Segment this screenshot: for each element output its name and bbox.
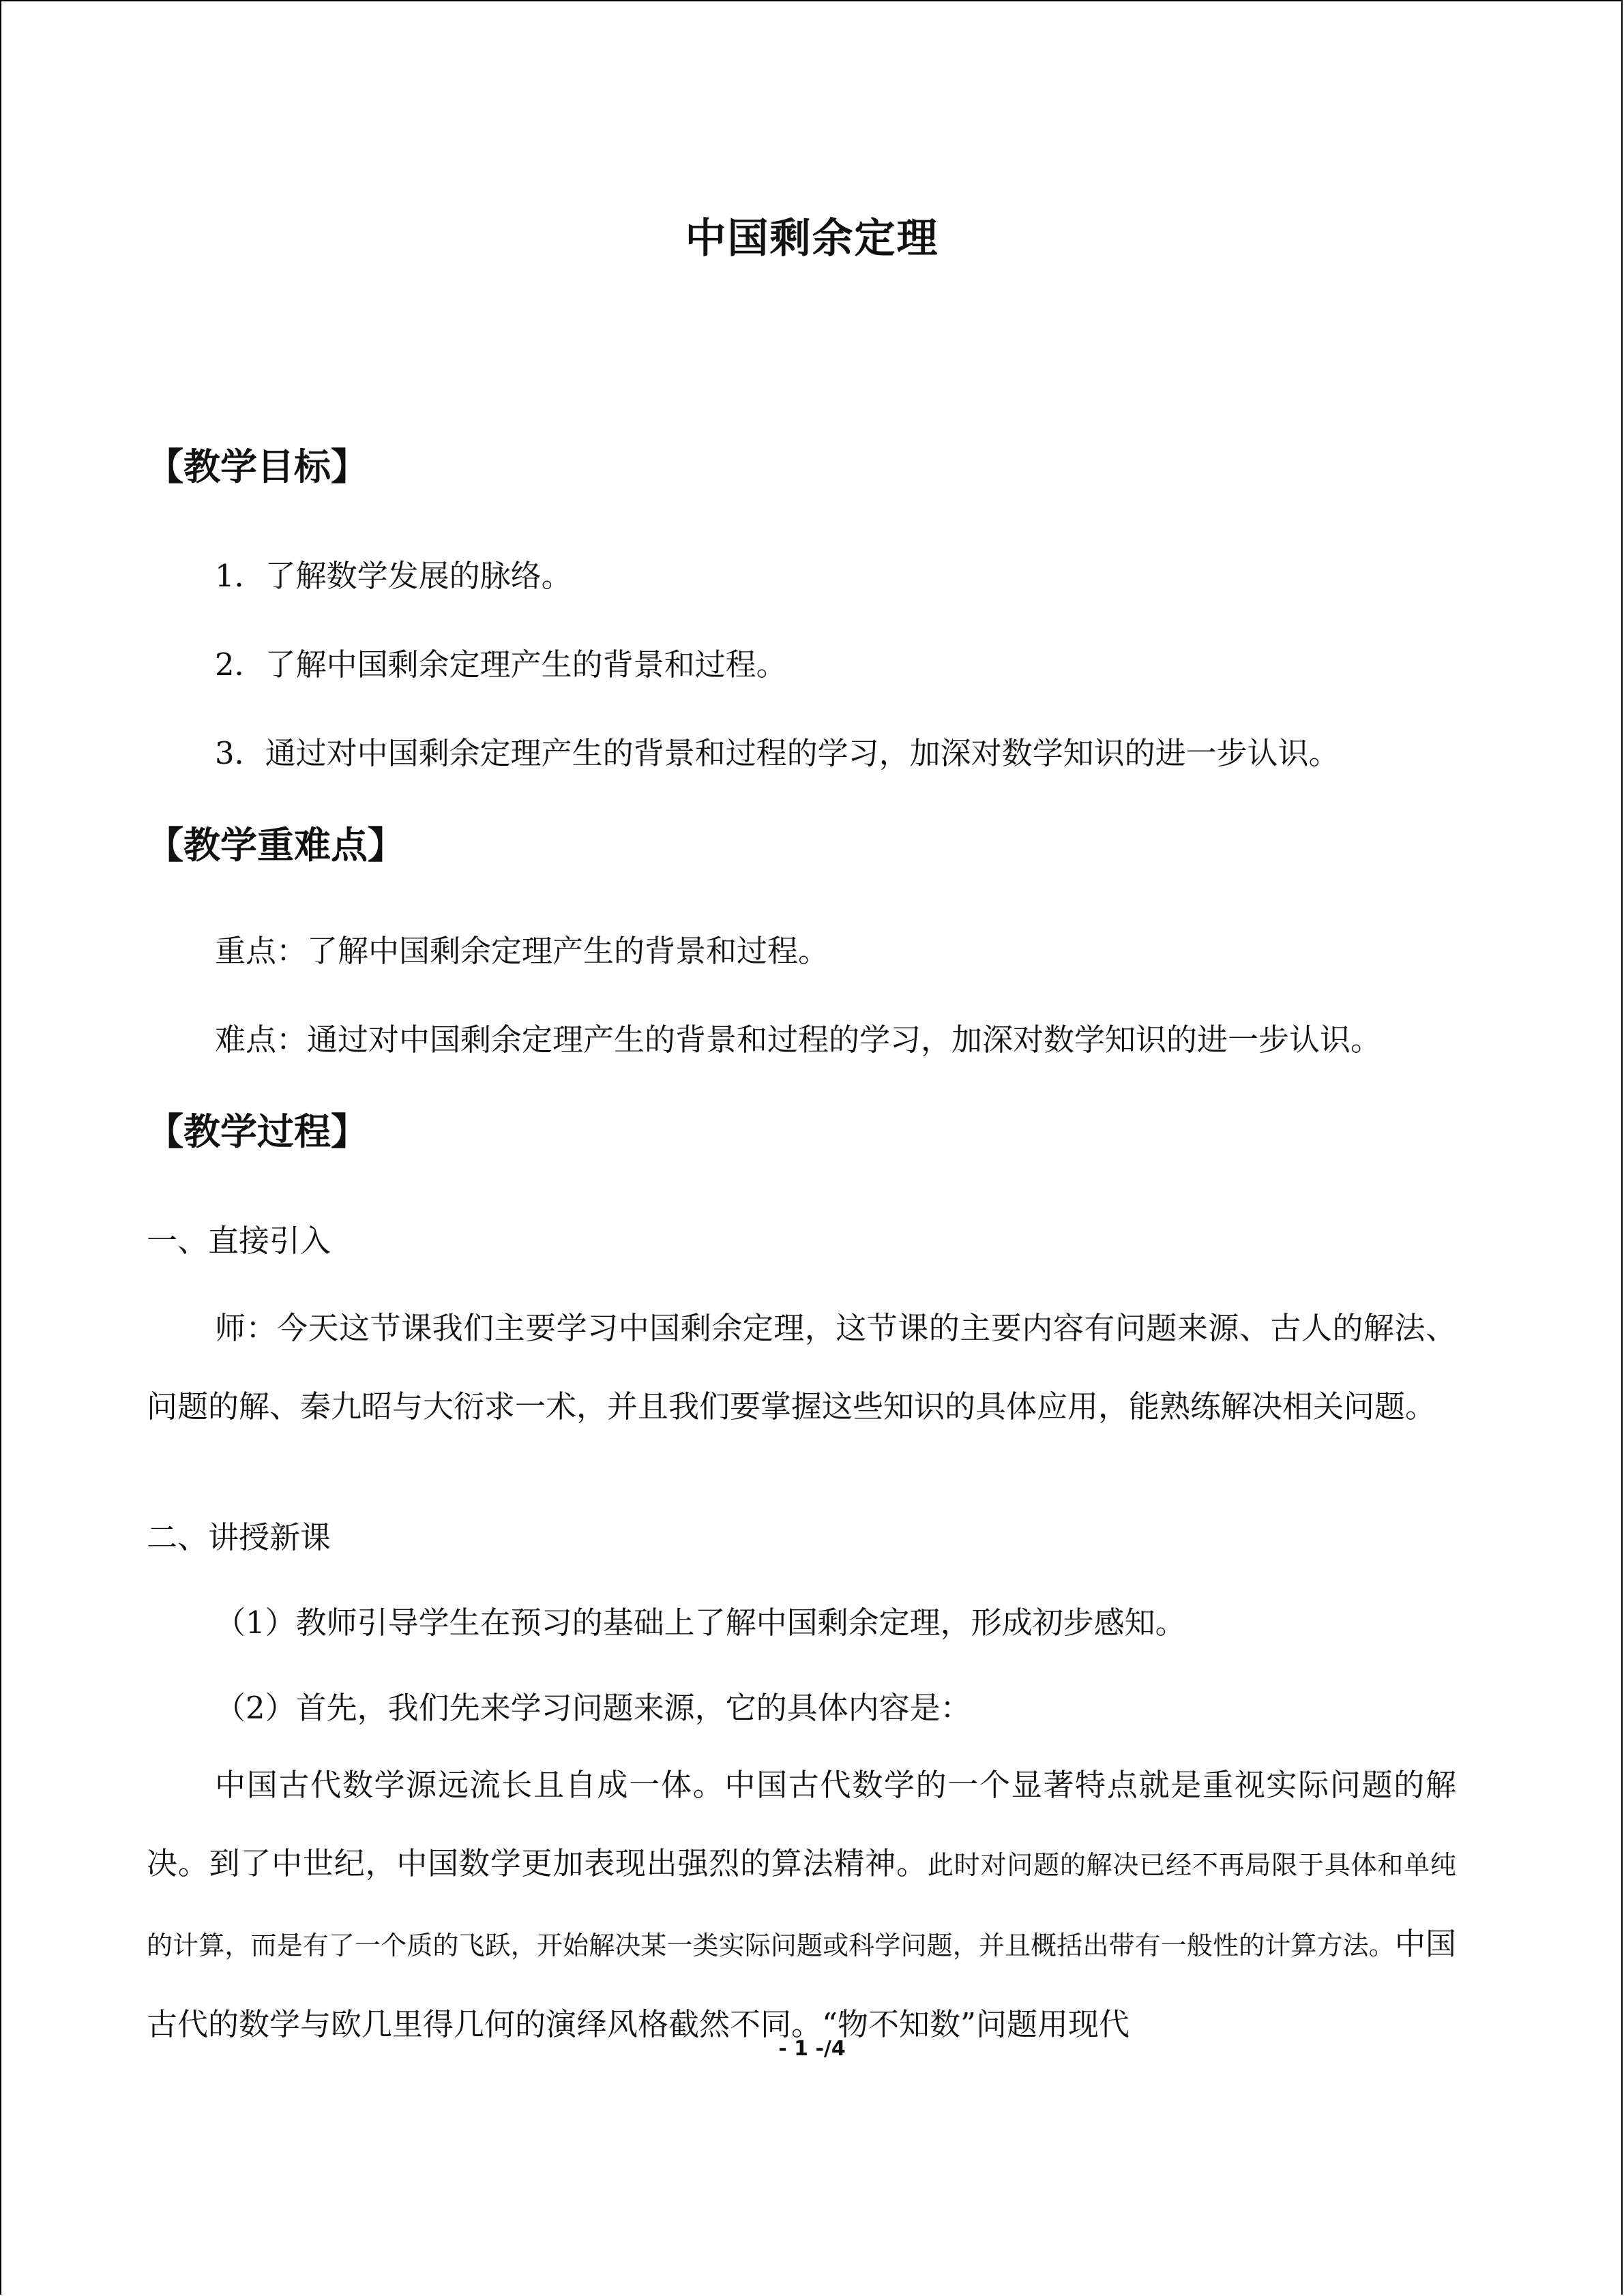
body-paragraph (147, 1746, 1456, 2063)
objective-item-2: 2．了解中国剩余定理产生的背景和过程。 (215, 646, 787, 683)
part1-title: 一、直接引入 (147, 1223, 331, 1259)
part1-paragraph: 师：今天这节课我们主要学习中国剩余定理，这节课的主要内容有问题来源、古人的解法、问题的解、秦九昭与大衍求一术，并且我们要掌握这些知识的具体应用，能熟练解决相关问题。 (147, 1310, 1456, 1425)
document-title: 中国剩余定理 (685, 215, 939, 263)
objective-item-3: 3．通过对中国剩余定理产生的背景和过程的学习，加深对数学知识的进一步认识。 (215, 735, 1340, 771)
heading-key-points: 【教学重难点】 (147, 824, 404, 867)
heading-objectives: 【教学目标】 (147, 445, 368, 488)
step-1: （1）教师引导学生在预习的基础上了解中国剩余定理，形成初步感知。 (215, 1605, 1186, 1641)
objective-item-1: 1．了解数学发展的脉络。 (215, 558, 572, 594)
key-point: 重点：了解中国剩余定理产生的背景和过程。 (215, 933, 829, 969)
body-text-part1: 中国古代数学源远流长且自成一体。中国古代数学的一个显著特点就是重视实际问题的解决。到了中世纪，中国数学更加表现出强烈的算法精神。 (147, 1767, 1456, 1881)
part2-title: 二、讲授新课 (147, 1519, 331, 1555)
page-number: - 1 -/4 (778, 2037, 846, 2061)
difficulty-point: 难点：通过对中国剩余定理产生的背景和过程的学习，加深对数学知识的进一步认识。 (215, 1022, 1382, 1058)
step-2: （2）首先，我们先来学习问题来源，它的具体内容是： (215, 1690, 971, 1726)
body-text-part2: 此时对问题的解决已经不再局限于具体和单纯的计算，而是有了一个质的飞跃，开始解决某一类实际问题或科学问题，并且概括出带有一般性的计算方法。 (147, 1850, 1456, 1960)
heading-process: 【教学过程】 (147, 1110, 368, 1153)
body-text-part3: 中国古代的数学与欧几里得几何的演绎风格截然不同。“物不知数”问题用现代 (147, 1926, 1456, 2042)
